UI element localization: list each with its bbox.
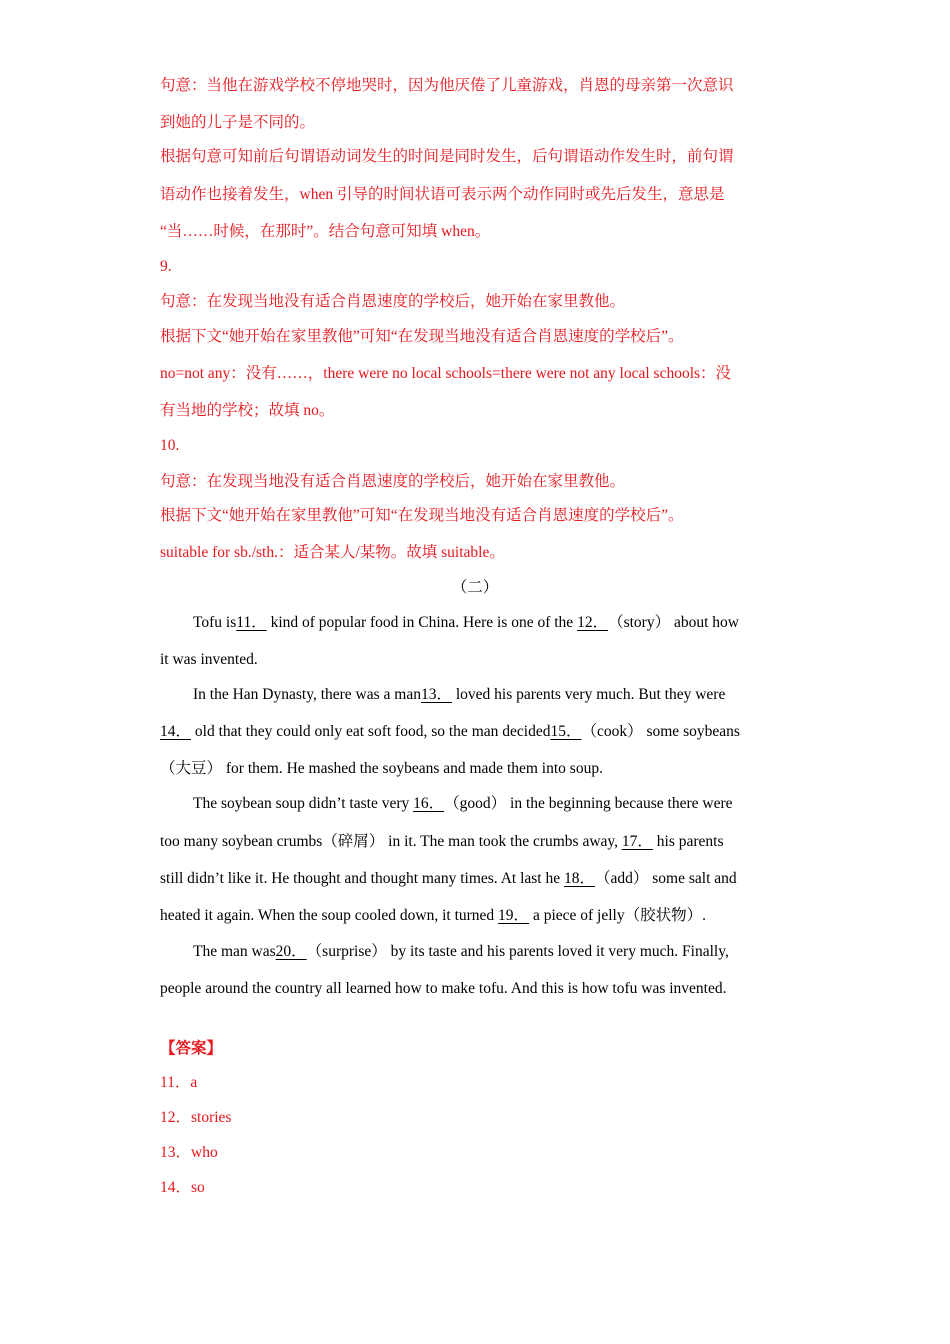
text-line [160, 832, 724, 852]
text-segment: （add） some salt and [595, 870, 737, 887]
text-line [160, 472, 625, 492]
text-segment: old that they could only eat soft food, so the man decided [191, 723, 551, 740]
answer-blank: 15． [550, 723, 582, 740]
text-segment: “当……时候，在那时”。结合句意可知填 when。 [160, 223, 491, 240]
text-segment: no=not any：没有……，there were no local schools=there were not any local schools：没 [160, 365, 732, 382]
text-line [160, 113, 315, 133]
text-line [160, 1143, 218, 1163]
text-line [160, 543, 505, 563]
text-line [160, 222, 490, 242]
text-line [160, 327, 684, 347]
text-line [193, 613, 739, 633]
text-segment: （大豆） for them. He mashed the soybeans and made them into soup. [160, 760, 603, 777]
text-line [160, 722, 740, 742]
answer-blank: 18． [563, 870, 595, 887]
answer-blank: 11． [236, 614, 267, 631]
text-segment: loved his parents very much. But they were [452, 686, 726, 703]
text-segment: 句意：在发现当地没有适合肖恩速度的学校后，她开始在家里教他。 [160, 473, 626, 490]
text-segment: （cook） some soybeans [581, 723, 740, 740]
text-line [160, 1073, 197, 1093]
text-segment: 9. [160, 258, 172, 275]
text-segment: 11．a [160, 1074, 198, 1091]
text-segment: In the Han Dynasty, there was a man [193, 686, 421, 703]
answer-blank: 20． [275, 943, 307, 960]
answer-blank: 16． [413, 795, 445, 812]
text-segment: Tofu is [193, 614, 237, 631]
text-segment: suitable for sb./sth.：适合某人/某物。故填 suitable。 [160, 544, 505, 561]
text-line [160, 436, 179, 456]
text-segment: （good） in the beginning because there were [444, 795, 733, 812]
text-line [160, 401, 334, 421]
text-segment: heated it again. When the soup cooled down, it turned [160, 907, 499, 924]
text-segment: 句意：在发现当地没有适合肖恩速度的学校后，她开始在家里教他。 [160, 293, 626, 310]
text-line [160, 869, 737, 889]
text-segment: The man was [193, 943, 276, 960]
text-segment: 句意：当他在游戏学校不停地哭时，因为他厌倦了儿童游戏，肖恩的母亲第一次意识 [160, 77, 734, 94]
text-line [160, 1039, 222, 1059]
text-segment: （二） [451, 579, 499, 596]
text-segment: 12．stories [160, 1109, 232, 1126]
text-line [193, 942, 729, 962]
text-line [160, 1108, 231, 1128]
text-segment: 根据句意可知前后句谓语动词发生的时间是同时发生，后句谓语动作发生时，前句谓 [160, 148, 734, 165]
text-line [160, 292, 625, 312]
text-segment: 到她的儿子是不同的。 [160, 114, 316, 131]
text-segment: The soybean soup didn’t taste very [193, 795, 414, 812]
text-segment: his parents [652, 833, 724, 850]
text-segment: （surprise） by its taste and his parents loved it very much. Finally, [306, 943, 729, 960]
answer-blank: 17． [621, 833, 653, 850]
text-line [160, 364, 731, 384]
text-line [160, 147, 734, 167]
text-segment: 【答案】 [160, 1040, 223, 1057]
text-segment: 根据下文“她开始在家里教他”可知“在发现当地没有适合肖恩速度的学校后”。 [160, 507, 684, 524]
text-line [160, 906, 706, 926]
text-line [160, 759, 603, 779]
text-segment: 根据下文“她开始在家里教他”可知“在发现当地没有适合肖恩速度的学校后”。 [160, 328, 684, 345]
text-line [160, 979, 726, 999]
text-segment: it was invented. [160, 651, 258, 668]
text-line [193, 685, 725, 705]
text-line [0, 578, 950, 598]
text-segment: too many soybean crumbs（碎屑） in it. The man took the crumbs away, [160, 833, 622, 850]
answer-blank: 19． [498, 907, 530, 924]
text-segment: still didn’t like it. He thought and thought many times. At last he [160, 870, 564, 887]
text-segment: 10. [160, 437, 180, 454]
text-line [160, 185, 724, 205]
text-line [160, 76, 734, 96]
answer-blank: 13． [420, 686, 452, 703]
text-segment: a piece of jelly（胶状物）. [529, 907, 706, 924]
text-line [160, 257, 172, 277]
answer-blank: 14． [160, 723, 192, 740]
text-segment: 语动作也接着发生，when 引导的时间状语可表示两个动作同时或先后发生，意思是 [160, 186, 725, 203]
text-segment: （story） about how [608, 614, 739, 631]
answer-blank: 12． [577, 614, 609, 631]
text-line [160, 1178, 205, 1198]
text-segment: people around the country all learned how to make tofu. And this is how tofu was invented. [160, 980, 727, 997]
text-segment: 14．so [160, 1179, 205, 1196]
text-segment: 有当地的学校；故填 no。 [160, 402, 335, 419]
text-segment: 13．who [160, 1144, 218, 1161]
text-line [160, 506, 684, 526]
text-segment: kind of popular food in China. Here is one of the [266, 614, 578, 631]
text-line [160, 650, 258, 670]
text-line [193, 794, 733, 814]
